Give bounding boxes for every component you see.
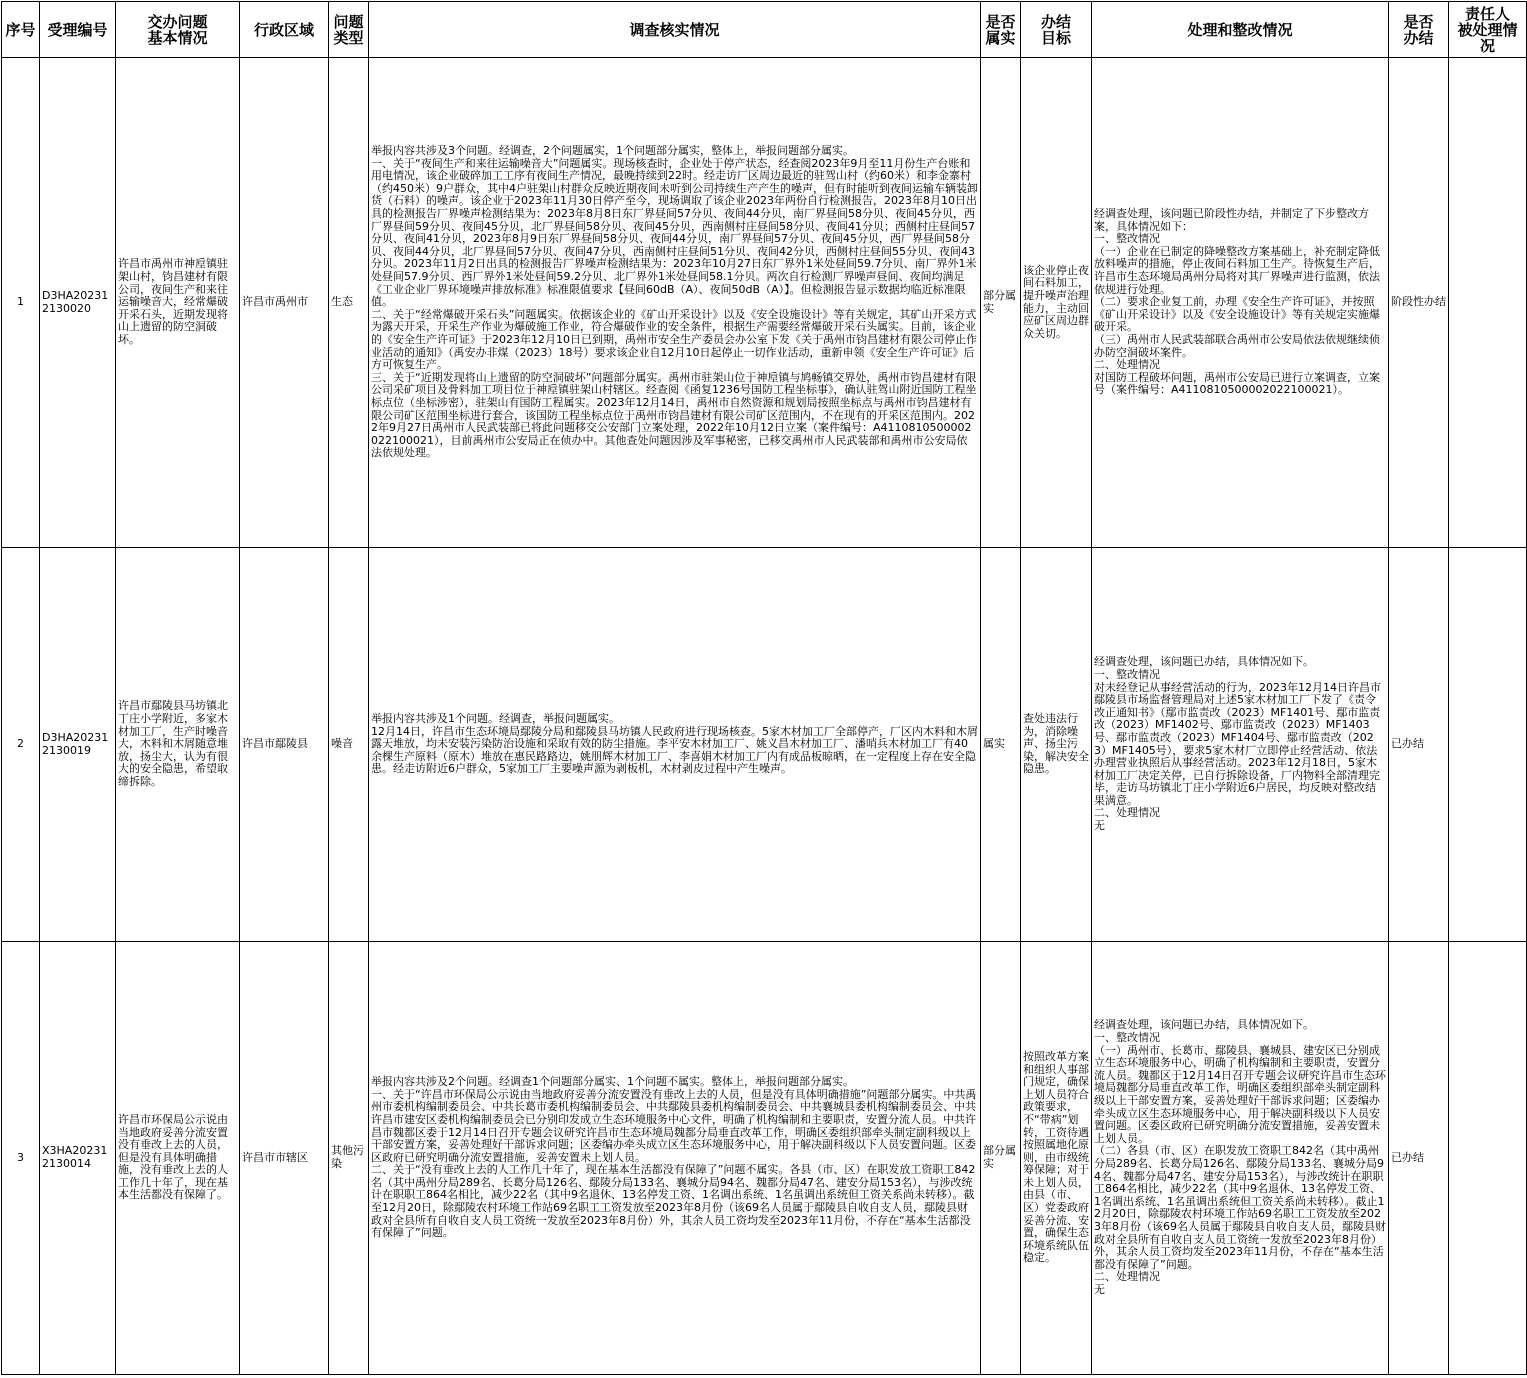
- cell-handling: 经调查处理，该问题已阶段性办结，并制定了下步整改方案，具体情况如下： 一、整改情况 （一）企业在已制定的降噪整改方案基础上，补充制定降低放料噪声的措施，停止夜间石料加工生产。待恢复生产后，许昌市生态环境局禹州分局将对其厂界噪声进行监测，依法依规进行处理。 （二）要求企业复工前，办理《安全生产许可证》，并按照《矿山开采设计》以及《安全设施设计》等有关规定实施爆破开采。 （三）禹州市人民武装部联合禹州市公安局依法依规继续侦办防空洞破坏案件。 二、处理情况 对国防工程破坏问题，禹州市公安局已进行立案调查，立案号（案件编号：A4110810500002022100021）。: [1092, 58, 1389, 548]
- cell-responsible: [1449, 58, 1527, 548]
- header-row: [2, 2, 1527, 58]
- header-id: 受理编号: [40, 2, 116, 58]
- header-goal: 办结 目标: [1021, 2, 1092, 58]
- cell-basic: 许昌市环保局公示说由当地政府妥善分流安置没有垂改上去的人员，但是没有具体明确措施，没有垂改上去的人工作几十年了，现在基本生活都没有保障了。: [116, 942, 240, 1375]
- header-handling: 处理和整改情况: [1092, 2, 1389, 58]
- header-is-true: 是否 属实: [981, 2, 1021, 58]
- cell-investigation: 举报内容共涉及2个问题。经调查1个问题部分属实、1个问题不属实。整体上，举报问题部分属实。 一、关于“许昌市环保局公示说由当地政府妥善分流安置没有垂改上去的人员，但是没有具体明确措施”问题部分属实。中共禹州市委机构编制委员会、中共长葛市委机构编制委员会、中共鄢陵县委机构编制委员会、中共襄城县委机构编制委员会、中共许昌市建安区委机构编制委员会已分别印发成立生态环境服务中心文件，明确了机构编制和主要职责，安置分流人员。中共许昌市魏都区委于12月14日召开专题会议研究许昌市生态环境局魏都分局垂直改革工作，明确区委组织部牵头制定副科级以上干部安置方案，妥善处理好干部诉求问题；区委编办牵头成立区生态环境服务中心，用于解决副科级以下人员安置问题。区委区政府已研究明确分流安置措施，妥善安置未上划人员。 二、关于“没有垂改上去的人工作几十年了，现在基本生活都没有保障了”问题不属实。各县（市、区）在职发放工资职工842名（其中禹州分局289名、长葛分局126名、鄢陵分局133名、襄城分局94名、魏都分局47名、建安分局153名），与涉改统计在职职工864名相比，减少22名（其中9名退休、13名停发工资、1名调出系统、1名虽调出系统但工资关系尚未转移）。截至12月20日，除鄢陵农村环境工作站69名职工工资发放至2023年8月份（该69名人员属于鄢陵县自收自支人员，鄢陵县财政对全县所有自收自支人员工资统一发放至2023年8月份）外，其余人员工资均发至2023年11月份，不存在“基本生活都没有保障了”问题。: [369, 942, 981, 1375]
- cell-goal: 查处违法行为，消除噪声、扬尘污染，解决安全隐患。: [1021, 548, 1092, 942]
- cell-is-closed: 已办结: [1389, 548, 1449, 942]
- header-seq: 序号: [2, 2, 40, 58]
- header-basic: 交办问题 基本情况: [116, 2, 240, 58]
- cell-is-true: 部分属实: [981, 942, 1021, 1375]
- cell-seq: 2: [2, 548, 40, 942]
- cell-is-closed: 已办结: [1389, 942, 1449, 1375]
- cell-id: X3HA202312130014: [40, 942, 116, 1375]
- cell-seq: 3: [2, 942, 40, 1375]
- cell-type: 生态: [329, 58, 369, 548]
- cell-id: D3HA202312130019: [40, 548, 116, 942]
- cell-investigation: 举报内容共涉及1个问题。经调查，举报问题属实。 12月14日，许昌市生态环境局鄢陵分局和鄢陵县马坊镇人民政府进行现场核查。5家木材加工厂全部停产，厂区内木料和木屑露天堆放，均未安装污染防治设施和采取有效的防尘措施。李平安木材加工厂、姚义昌木材加工厂、潘哨兵木材加工厂有40余棵生产原料（原木）堆放在惠民路路边，姚朋辉木材加工厂、李喜娟木材加工厂内有成品板晾晒，在一定程度上存在安全隐患。经走访附近6户群众，5家加工厂主要噪声源为剥板机，木材剥皮过程中产生噪声。: [369, 548, 981, 942]
- cell-seq: 1: [2, 58, 40, 548]
- table-row: [2, 58, 1527, 548]
- header-responsible: 责任人 被处理情况: [1449, 2, 1527, 58]
- cell-region: 许昌市鄢陵县: [240, 548, 329, 942]
- table-row: [2, 548, 1527, 942]
- cell-goal: 按照改革方案和组织人事部门规定，确保上划人员符合政策要求，不“带病”划转，工资待遇按照属地化原则，由市级统筹保障；对于未上划人员，由县（市、区）党委政府妥善分流、安置，确保生态环境系统队伍稳定。: [1021, 942, 1092, 1375]
- table-row: [2, 942, 1527, 1375]
- cell-responsible: [1449, 942, 1527, 1375]
- header-type: 问题 类型: [329, 2, 369, 58]
- cell-basic: 许昌市禹州市神垕镇驻架山村，钧昌建材有限公司，夜间生产和来往运输噪音大，经常爆破开采石头，近期发现将山上遗留的防空洞破坏。: [116, 58, 240, 548]
- header-region: 行政区域: [240, 2, 329, 58]
- cell-handling: 经调查处理，该问题已办结，具体情况如下。 一、整改情况 （一）禹州市、长葛市、鄢陵县、襄城县、建安区已分别成立生态环境服务中心，明确了机构编制和主要职责，安置分流人员。魏都区于12月14日召开专题会议研究许昌市生态环境局魏都分局垂直改革工作，明确区委组织部牵头制定副科级以上干部安置方案，妥善处理好干部诉求问题；区委编办牵头成立区生态环境服务中心，用于解决副科级以下人员安置问题。区委区政府已研究明确分流安置措施，妥善安置未上划人员。 （二）各县（市、区）在职发放工资职工842名（其中禹州分局289名、长葛分局126名、鄢陵分局133名、襄城分局94名、魏都分局47名、建安分局153名），与涉改统计在职职工864名相比，减少22名（其中9名退休、13名停发工资、1名调出系统、1名虽调出系统但工资关系尚未转移）。截止12月20日，除鄢陵农村环境工作站69名职工工资发放至2023年8月份（该69名人员属于鄢陵县自收自支人员，鄢陵县财政对全县所有自收自支人员工资统一发放至2023年8月份）外，其余人员工资均发至2023年11月份，不存在“基本生活都没有保障了”问题。 二、处理情况 无: [1092, 942, 1389, 1375]
- cell-goal: 该企业停止夜间石料加工，提升噪声治理能力，主动回应矿区周边群众关切。: [1021, 58, 1092, 548]
- case-table: [1, 1, 1527, 1375]
- cell-type: 其他污染: [329, 942, 369, 1375]
- cell-region: 许昌市市辖区: [240, 942, 329, 1375]
- cell-region: 许昌市禹州市: [240, 58, 329, 548]
- cell-basic: 许昌市鄢陵县马坊镇北丁庄小学附近，多家木材加工厂，生产时噪音大，木料和木屑随意堆放，扬尘大，认为有很大的安全隐患，希望取缔拆除。: [116, 548, 240, 942]
- cell-is-true: 部分属实: [981, 58, 1021, 548]
- cell-type: 噪音: [329, 548, 369, 942]
- cell-investigation: 举报内容共涉及3个问题。经调查，2个问题属实，1个问题部分属实，整体上，举报问题部分属实。 一、关于“夜间生产和来往运输噪音大”问题属实。现场核查时，企业处于停产状态，经查阅2023年9月至11月份生产台账和用电情况，该企业破碎加工工序有夜间生产情况，最晚持续到22时。经走访厂区周边最近的驻驾山村（约60米）和李金寨村（约450米）9户群众，其中4户驻架山村群众反映近期夜间未听到公司持续生产产生的噪声，但有时能听到夜间运输车辆装卸货（石料）的噪声。该企业于2023年11月30日停产至今，现场调取了该企业2023年两份自行检测报告，2023年8月10日出具的检测报告厂界噪声检测结果为：2023年8月8日东厂界昼间57分贝、夜间44分贝，南厂界昼间58分贝、夜间45分贝，西厂界昼间59分贝、夜间45分贝，北厂界昼间58分贝、夜间45分贝，西南侧村庄昼间58分贝、夜间41分贝；西侧村庄昼间57分贝、夜间41分贝，2023年8月9日东厂界昼间58分贝、夜间44分贝，南厂界昼间57分贝、夜间45分贝，西厂界昼间58分贝、夜间44分贝，北厂界昼间57分贝、夜间47分贝，西南侧村庄昼间51分贝、夜间42分贝，西侧村庄昼间55分贝、夜间43分贝。2023年11月2日出具的检测报告厂界噪声检测结果为：2023年10月27日东厂界外1米处昼间59.7分贝、南厂界外1米处昼间57.9分贝、西厂界外1米处昼间59.2分贝、北厂界外1米处昼间58.1分贝。两次自行检测厂界噪声昼间、夜间均满足《工业企业厂界环境噪声排放标准》标准限值要求【昼间60dB（A）、夜间50dB（A）】。但检测报告显示数据均临近标准限值。 二、关于“经常爆破开采石头”问题属实。依据该企业的《矿山开采设计》以及《安全设施设计》等有关规定，其矿山开采方式为露天开采，开采生产作业为爆破施工作业，符合爆破作业的安全条件，根据生产需要经常爆破开采石头属实。目前，该企业的《安全生产许可证》于2023年12月10日已到期，禹州市安全生产委员会办公室下发《关于禹州市钧昌建材有限公司停止作业活动的通知》（禹安办非煤（2023）18号）要求该企业自12月10日起停止一切作业活动，重新申领《安全生产许可证》后方可恢复生产。 三、关于“近期发现将山上遗留的防空洞破坏”问题部分属实。禹州市驻架山位于神垕镇与鸠畅镇交界处，禹州市钧昌建材有限公司采矿项目及骨料加工项目位于神垕镇驻架山村辖区。经查阅《函复1236号国防工程坐标事》，确认驻驾山附近国防工程坐标点位（坐标涉密），驻架山有国防工程属实。2023年12月14日，禹州市自然资源和规划局按照坐标点与禹州市钧昌建材有限公司矿区范围坐标进行套合，该国防工程坐标点位于禹州市钧昌建材有限公司矿区范围内，不在现有的开采区范围内。2022年9月27日禹州市人民武装部已将此问题移交公安部门立案处理，2022年10月12日立案（案件编号：A4110810500002022100021），目前禹州市公安局正在侦办中。其他查处问题因涉及军事秘密，已移交禹州市人民武装部和禹州市公安局依法依规处理。: [369, 58, 981, 548]
- cell-handling: 经调查处理，该问题已办结，具体情况如下。 一、整改情况 对未经登记从事经营活动的行为，2023年12月14日许昌市鄢陵县市场监督管理局对上述5家木材加工厂下发了《责令改正通知书》（鄢市监责改（2023）MF1401号、鄢市监责改（2023）MF1402号、鄢市监责改（2023）MF1403号、鄢市监责改（2023）MF1404号、鄢市监责改（2023）MF1405号），要求5家木材厂立即停止经营活动、依法办理营业执照后从事经营活动。2023年12月18日，5家木材加工厂决定关停，已自行拆除设备，厂内物料全部清理完毕，走访马坊镇北丁庄小学附近6户居民，均反映对整改结果满意。 二、处理情况 无: [1092, 548, 1389, 942]
- cell-is-true: 属实: [981, 548, 1021, 942]
- cell-responsible: [1449, 548, 1527, 942]
- header-investigation: 调查核实情况: [369, 2, 981, 58]
- header-is-closed: 是否 办结: [1389, 2, 1449, 58]
- cell-id: D3HA202312130020: [40, 58, 116, 548]
- cell-is-closed: 阶段性办结: [1389, 58, 1449, 548]
